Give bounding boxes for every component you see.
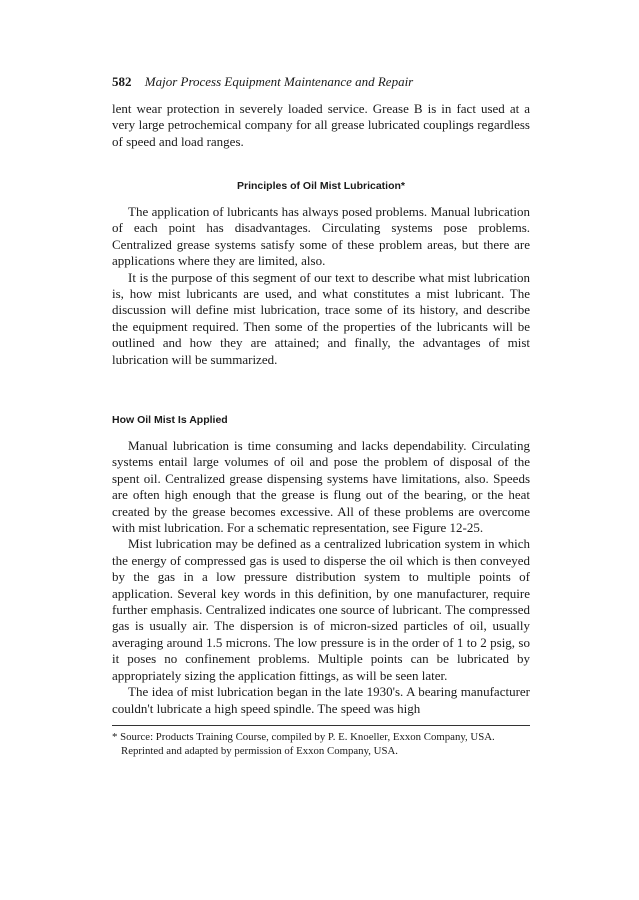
principles-heading: Principles of Oil Mist Lubrication* bbox=[236, 180, 406, 192]
page-header bbox=[112, 74, 413, 90]
page-number: 582 bbox=[112, 74, 132, 89]
footnote-divider bbox=[112, 725, 530, 726]
running-title: Major Process Equipment Maintenance and Repair bbox=[144, 74, 414, 89]
intro-section bbox=[112, 101, 530, 150]
principles-paragraph-2: It is the purpose of this segment of our text to describe what mist lubrication is, how mist lubricants are used, and what constitutes a mist lubricant. The discussion will define mist lubrication, trace some of its history, and describe the equipment required. Then some of the properties of the lubricants will be outlined and how they are attained; and finally, the advantages of mist lubrication will be summarized. bbox=[112, 269, 530, 367]
principles-paragraph-1: The application of lubricants has always posed problems. Manual lubrication of each point has disadvantages. Circulating systems pose problems. Centralized grease systems satisfy some of these problem areas, but there are applications where they are limited, also. bbox=[112, 204, 530, 269]
applied-paragraph-1: Manual lubrication is time consuming and lacks dependability. Circulating systems entail large volumes of oil and pose the problem of disposal of the spent oil. Centralized grease dispensing systems have limitations, also. Speeds are often high enough that the grease is flung out of the bearing, or the heat created by the grease becomes excessive. All of these problems are overcome with mist lubrication. For a schematic representation, see Figure 12-25. bbox=[112, 438, 530, 536]
footnote-line-1: * Source: Products Training Course, compiled by P. E. Knoeller, Exxon Company, USA. bbox=[112, 731, 495, 743]
footnote-line-2: Reprinted and adapted by permission of Exxon Company, USA. bbox=[121, 744, 398, 757]
applied-heading: How Oil Mist Is Applied bbox=[112, 414, 228, 426]
footnote bbox=[112, 731, 530, 758]
applied-section bbox=[112, 438, 530, 717]
applied-paragraph-2: Mist lubrication may be defined as a centralized lubrication system in which the energy of compressed gas is used to disperse the oil which is then conveyed by the gas in a low pressure distribution system to multiple points of application. Several key words in this definition, by one manufacturer, require further emphasis. Centralized indicates one source of lubricant. The compressed gas is usually air. The dispersion is of micron-sized particles of oil, usually averaging around 1.5 microns. The low pressure is in the order of 1 to 2 psig, so it poses no confinement problems. Multiple points can be lubricated by appropriately sizing the application fittings, as will be seen later. bbox=[112, 536, 530, 683]
principles-section bbox=[112, 204, 530, 368]
applied-paragraph-3: The idea of mist lubrication began in the late 1930's. A bearing manufacturer couldn't lubricate a high speed spindle. The speed was high bbox=[112, 684, 530, 716]
intro-paragraph: lent wear protection in severely loaded service. Grease B is in fact used at a very large petrochemical company for all grease lubricated couplings regardless of speed and load ranges. bbox=[112, 101, 530, 149]
